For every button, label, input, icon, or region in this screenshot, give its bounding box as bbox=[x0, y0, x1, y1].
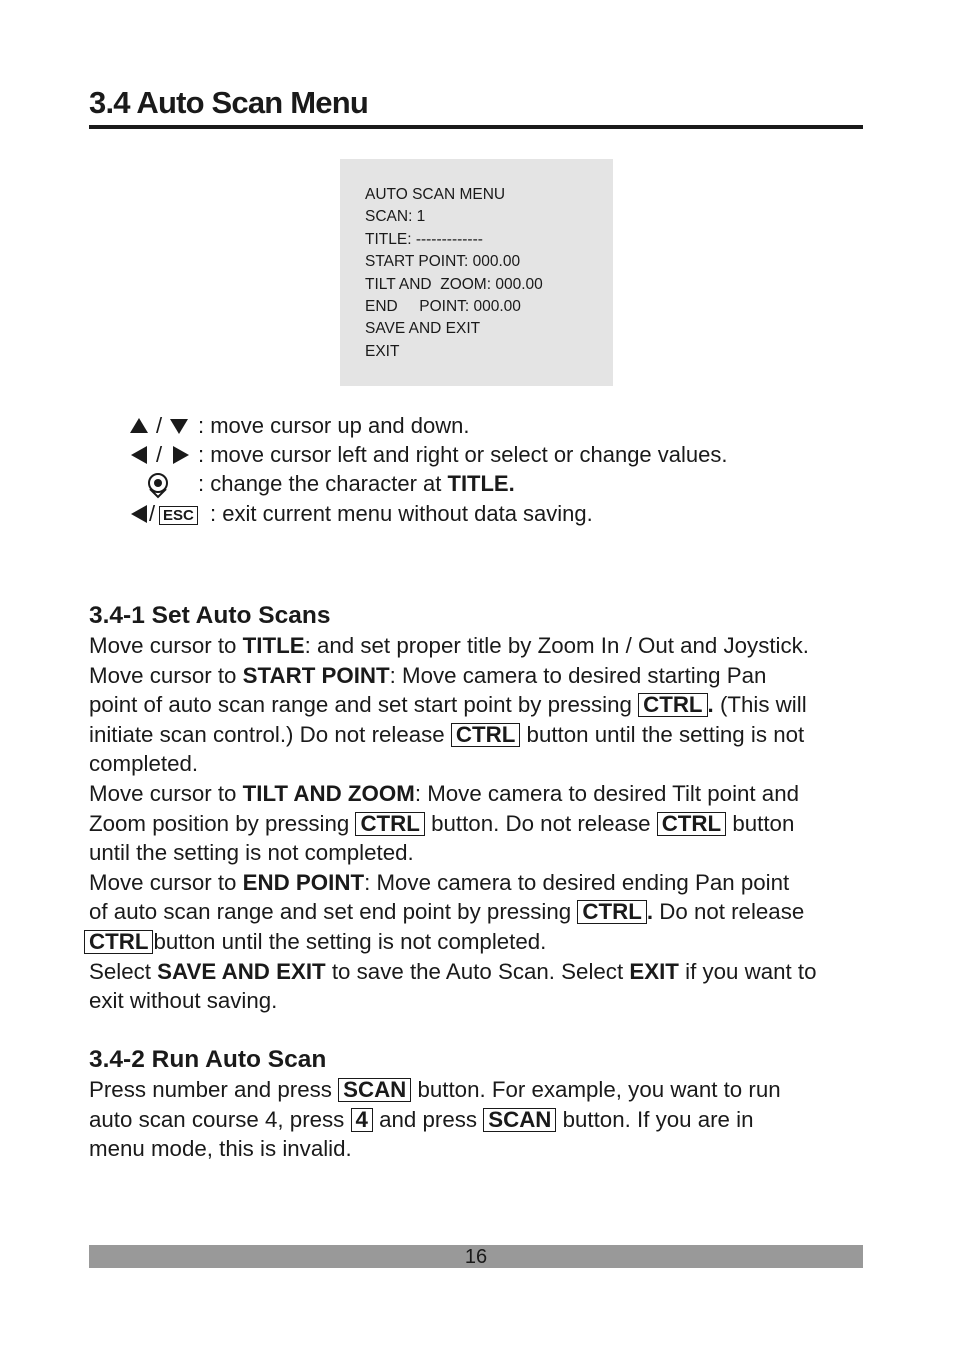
text: . bbox=[646, 899, 654, 925]
osd-line-exit: EXIT bbox=[365, 342, 400, 360]
text: auto scan course 4, press bbox=[89, 1106, 351, 1132]
text: button until the setting is not completed. bbox=[153, 928, 547, 954]
text: Move cursor to bbox=[89, 662, 243, 688]
title-underline bbox=[89, 125, 863, 129]
keyword-end-point: END POINT bbox=[242, 869, 365, 895]
osd-line-start-point: START POINT: 000.00 bbox=[365, 253, 521, 271]
ctrl-key-label: CTRL bbox=[577, 900, 646, 924]
slash-separator: / bbox=[156, 442, 163, 467]
text: Move cursor to bbox=[89, 633, 243, 658]
key-desc-change-char bbox=[198, 469, 515, 499]
body-line: until the setting is not completed. bbox=[89, 840, 414, 866]
key-desc-left-right: : move cursor left and right or select or change values. bbox=[198, 442, 728, 467]
osd-menu-screen bbox=[340, 159, 613, 386]
section-heading-set-auto-scans: 3.4-1 Set Auto Scans bbox=[89, 602, 331, 629]
run-auto-scan-body bbox=[89, 1075, 889, 1164]
arrow-left-icon bbox=[128, 499, 150, 537]
text: Move cursor to bbox=[89, 780, 243, 806]
scan-key-label: SCAN bbox=[338, 1078, 411, 1102]
body-line bbox=[89, 1075, 889, 1105]
text: point of auto scan range and set start point by pressing bbox=[89, 692, 639, 718]
osd-line-save-exit: SAVE AND EXIT bbox=[365, 320, 481, 338]
page-title: 3.4 Auto Scan Menu bbox=[89, 85, 368, 120]
text: Do not release bbox=[653, 899, 805, 925]
text: Move cursor to bbox=[89, 869, 243, 895]
text: : Move camera to desired Tilt point and bbox=[414, 780, 800, 806]
text: (This will bbox=[713, 692, 807, 718]
ctrl-key-label: CTRL bbox=[84, 930, 153, 954]
esc-key-label: ESC bbox=[159, 506, 198, 525]
body-line: completed. bbox=[89, 751, 199, 777]
esc-key-wrapper bbox=[159, 499, 198, 529]
osd-line-tilt-zoom: TILT AND ZOOM: 000.00 bbox=[365, 275, 543, 293]
body-line bbox=[89, 809, 889, 839]
keyword-start-point: START POINT bbox=[242, 662, 390, 688]
ctrl-key-label: CTRL bbox=[355, 812, 424, 836]
ctrl-key-label: CTRL bbox=[451, 723, 520, 747]
text: if you want to bbox=[678, 958, 817, 984]
keyword-exit: EXIT bbox=[629, 958, 679, 984]
ctrl-key-label: CTRL bbox=[638, 693, 707, 717]
body-line bbox=[89, 868, 889, 898]
text: . bbox=[707, 692, 714, 718]
osd-line-scan: SCAN: 1 bbox=[365, 208, 426, 226]
body-line bbox=[89, 779, 889, 809]
osd-lines bbox=[365, 184, 543, 363]
text: button until the setting is not bbox=[520, 721, 805, 747]
text: and press bbox=[372, 1106, 484, 1132]
text: Select bbox=[89, 958, 158, 984]
body-line bbox=[89, 631, 889, 661]
text: : Move camera to desired ending Pan point bbox=[364, 869, 790, 895]
section-set-auto-scans bbox=[89, 601, 889, 1016]
key-desc-change-char-bold: TITLE. bbox=[447, 471, 515, 496]
osd-line-heading: AUTO SCAN MENU bbox=[365, 186, 506, 203]
slash-separator: / bbox=[149, 501, 156, 526]
key-desc-change-char-text: : change the character at bbox=[198, 471, 448, 496]
section-run-auto-scan bbox=[89, 1045, 889, 1164]
text: button bbox=[726, 810, 795, 836]
text: initiate scan control.) Do not release bbox=[89, 721, 451, 747]
body-line bbox=[89, 957, 889, 987]
text: of auto scan range and set end point by pressing bbox=[89, 899, 578, 925]
ctrl-key-label: CTRL bbox=[657, 812, 726, 836]
page-number: 16 bbox=[464, 1246, 488, 1268]
set-auto-scans-body bbox=[89, 631, 889, 1016]
body-line bbox=[89, 661, 889, 691]
body-line bbox=[89, 1105, 889, 1135]
number-key-label: 4 bbox=[351, 1108, 373, 1132]
key-desc-esc: : exit current menu without data saving. bbox=[210, 501, 593, 526]
text: : Move camera to desired starting Pan bbox=[389, 662, 767, 688]
osd-line-end-point: END POINT: 000.00 bbox=[365, 298, 521, 316]
footer-bar bbox=[89, 1245, 863, 1268]
text: to save the Auto Scan. Select bbox=[325, 958, 630, 984]
slash-separator: / bbox=[156, 413, 163, 438]
keyword-tilt-zoom: TILT AND ZOOM bbox=[242, 780, 415, 806]
text: Zoom position by pressing bbox=[89, 810, 356, 836]
key-desc-up-down: : move cursor up and down. bbox=[198, 413, 470, 438]
text: button. Do not release bbox=[424, 810, 657, 836]
text: button. For example, you want to run bbox=[411, 1077, 781, 1102]
keyword-title: TITLE bbox=[242, 633, 305, 658]
keyword-save-and-exit: SAVE AND EXIT bbox=[157, 958, 326, 984]
osd-line-title: TITLE: ------------- bbox=[365, 230, 483, 248]
body-line bbox=[89, 897, 889, 927]
text: button. If you are in bbox=[556, 1106, 754, 1132]
text: : and set proper title by Zoom In / Out and Joystick. bbox=[304, 633, 809, 658]
body-line: menu mode, this is invalid. bbox=[89, 1136, 352, 1162]
section-heading-run-auto-scan: 3.4-2 Run Auto Scan bbox=[89, 1046, 327, 1073]
text: Press number and press bbox=[89, 1077, 339, 1102]
scan-key-label: SCAN bbox=[483, 1108, 556, 1132]
body-line bbox=[89, 690, 889, 720]
body-line bbox=[84, 927, 889, 957]
body-line: exit without saving. bbox=[89, 988, 278, 1014]
body-line bbox=[89, 720, 889, 750]
